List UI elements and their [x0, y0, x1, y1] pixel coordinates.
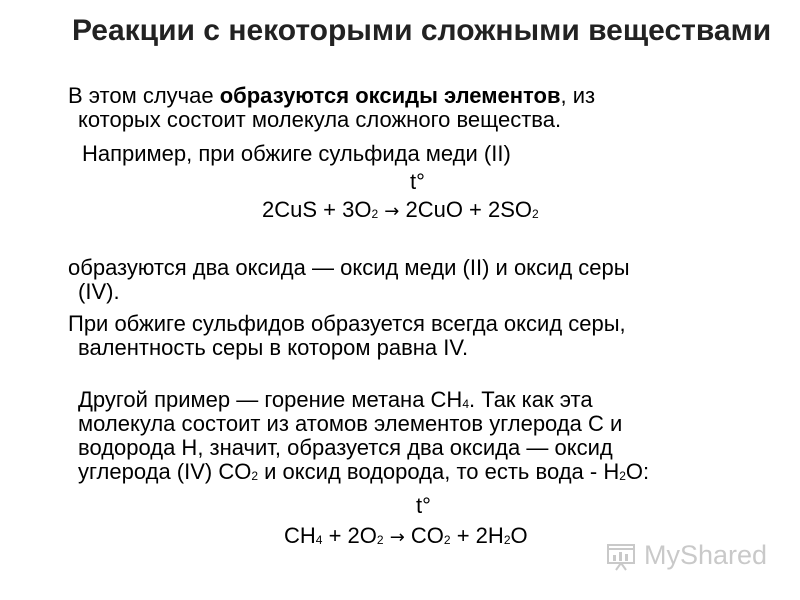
paragraph-intro-line1: В этом случае образуются оксиды элементов, из [68, 83, 596, 108]
watermark [606, 538, 776, 574]
paragraph-intro [68, 84, 595, 132]
presentation-icon [606, 540, 638, 572]
equation2: CH4 + 2O2 → CO2 + 2H2O [284, 523, 528, 548]
reaction-arrow-icon: → [384, 201, 400, 222]
equation1-condition: t° [410, 169, 425, 194]
paragraph-methane: Другой пример — горение метана CH4. Так как эта молекула состоит из атомов элементов углерода C и водорода H, значит, образуется два оксида — оксид углерода (IV) CO2 и оксид водорода, то есть вода - H2O: [78, 387, 650, 484]
reaction-arrow-icon: → [389, 527, 405, 548]
watermark-text: MyShared [644, 540, 768, 570]
page-title: Реакции с некоторыми сложными веществами [72, 14, 772, 47]
equation1: 2CuS + 3O2 → 2CuO + 2SO2 [262, 197, 539, 222]
equation2-condition: t° [416, 493, 431, 518]
paragraph-sulfides: При обжиге сульфидов образуется всегда оксид серы, валентность серы в котором равна IV. [68, 311, 626, 360]
example-intro: Например, при обжиге сульфида меди (II) [82, 141, 511, 166]
emphasis-text: образуются оксиды элементов [219, 83, 561, 108]
paragraph-intro-line2: которых состоит молекула сложного вещества. [78, 107, 562, 132]
paragraph-oxides: образуются два оксида — оксид меди (II) и оксид серы (IV). [68, 255, 630, 304]
